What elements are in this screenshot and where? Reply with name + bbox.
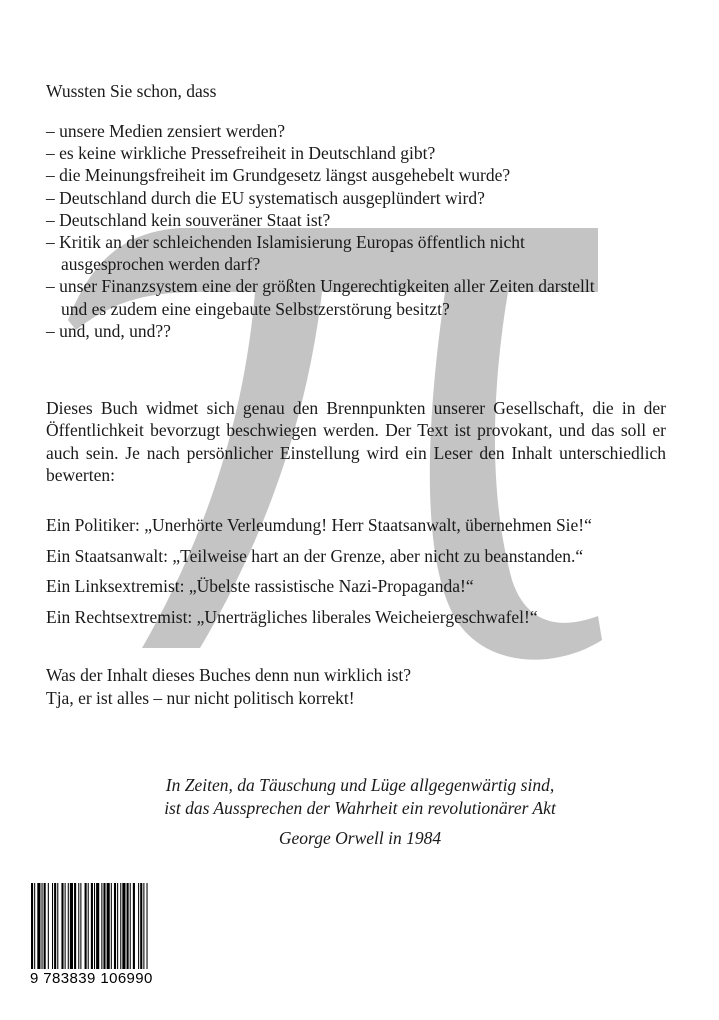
- question-item: – die Meinungsfreiheit im Grundgesetz längst ausgehebelt wurde?: [46, 165, 511, 186]
- barcode-bar: [94, 883, 95, 969]
- barcode-bar: [143, 883, 144, 969]
- question-item: – und, und, und??: [46, 320, 171, 341]
- barcode-bar: [42, 883, 43, 969]
- barcode-bar: [31, 883, 33, 969]
- closing-lines: [46, 664, 411, 709]
- barcode-bar: [111, 883, 112, 969]
- barcode-bar: [127, 883, 129, 969]
- isbn-barcode: [30, 883, 172, 995]
- barcode-bar: [91, 883, 93, 969]
- isbn-number: 9 783839 106990: [30, 970, 153, 987]
- question-item: – Kritik an der schleichenden Islamisierung Europas öffentlich nicht: [46, 232, 525, 253]
- reader-quotes: [46, 510, 592, 632]
- question-item-continuation: ausgesprochen werden darf?: [61, 254, 261, 275]
- barcode-bar: [74, 883, 76, 969]
- barcode-bar: [34, 883, 35, 969]
- barcode-bar: [70, 883, 73, 969]
- barcode-bar: [85, 883, 87, 969]
- epigraph-quote: [130, 774, 590, 850]
- epigraph-author: George Orwell in 1984: [278, 828, 442, 848]
- closing-answer: Tja, er ist alles – nur nicht politisch korrekt!: [46, 687, 355, 708]
- barcode-bar: [68, 883, 69, 969]
- barcode-bar: [48, 883, 49, 969]
- barcode-bar: [78, 883, 79, 969]
- quote-left-extremist: Ein Linksextremist: „Übelste rassistische Nazi-Propaganda!“: [46, 576, 474, 596]
- barcode-bar: [114, 883, 116, 969]
- quote-right-extremist: Ein Rechtsextremist: „Unerträgliches liberales Weicheiergeschwafel!“: [46, 606, 538, 627]
- barcode-bar: [140, 883, 142, 969]
- question-item: – es keine wirkliche Pressefreiheit in Deutschland gibt?: [46, 143, 436, 164]
- barcode-bar: [65, 883, 66, 969]
- epigraph-line-1: In Zeiten, da Täuschung und Lüge allgegenwärtig sind,: [165, 775, 555, 795]
- intro-line: Wussten Sie schon, dass: [46, 81, 217, 101]
- closing-question: Was der Inhalt dieses Buches denn nun wirklich ist?: [46, 665, 412, 685]
- question-item: – unser Finanzsystem eine der größten Ungerechtigkeiten aller Zeiten darstellt: [46, 276, 595, 297]
- question-item-continuation: und es zudem eine eingebaute Selbstzerstörung besitzt?: [61, 298, 450, 319]
- question-item: – Deutschland kein souveräner Staat ist?: [46, 209, 331, 230]
- question-item: – Deutschland durch die EU systematisch ausgeplündert wird?: [46, 187, 485, 208]
- barcode-bar: [52, 883, 53, 969]
- barcode-bar: [37, 883, 40, 969]
- barcode-bar: [44, 883, 46, 969]
- epigraph-line-2: ist das Aussprechen der Wahrheit ein revolutionärer Akt: [164, 797, 556, 818]
- barcode-bar: [122, 883, 125, 969]
- quote-politician: Ein Politiker: „Unerhörte Verleumdung! Herr Staatsanwalt, übernehmen Sie!“: [46, 515, 592, 535]
- barcode-bar: [147, 883, 148, 969]
- barcode-bar: [96, 883, 99, 969]
- barcode-bar: [88, 883, 89, 969]
- question-list: [46, 120, 595, 342]
- barcode-bar: [107, 883, 110, 969]
- quote-prosecutor: Ein Staatsanwalt: „Teilweise hart an der Grenze, aber nicht zu beanstanden.“: [46, 545, 584, 566]
- barcode-bar: [133, 883, 135, 969]
- barcode-bar: [80, 883, 81, 969]
- barcode-bar: [120, 883, 121, 969]
- barcode-bar: [117, 883, 118, 969]
- question-item: – unsere Medien zensiert werden?: [46, 121, 286, 141]
- barcode-bar: [61, 883, 63, 969]
- barcode-bar: [54, 883, 56, 969]
- barcode-bar: [130, 883, 131, 969]
- barcode-bars: [30, 883, 172, 971]
- barcode-bar: [101, 883, 102, 969]
- barcode-bar: [57, 883, 58, 969]
- barcode-bar: [138, 883, 139, 969]
- barcode-bar: [103, 883, 105, 969]
- body-paragraph: Dieses Buch widmet sich genau den Brennpunkten unserer Gesellschaft, die in der Öffentlichkeit bevorzugt beschwiegen werden. Der Text ist provokant, und das soll er auch sein. Je nach persönlicher Einstellung wird ein Leser den Inhalt unterschiedlich bewerten:: [46, 398, 666, 485]
